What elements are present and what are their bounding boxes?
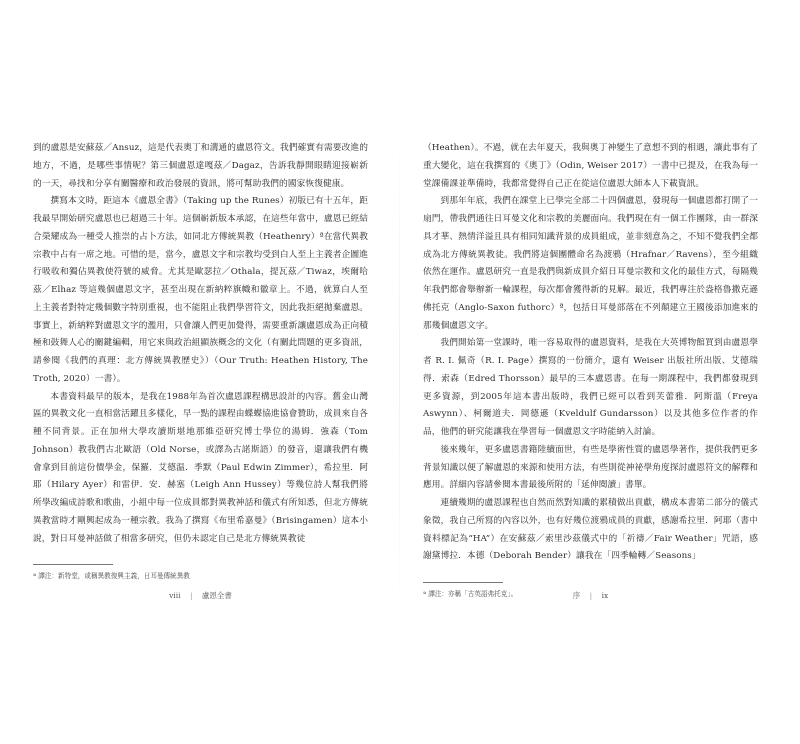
right-paragraph-4: 後來幾年，更多盧恩書籍陸續面世，有些是學術性質的盧恩學著作，提供我們更多背景知識以便了解盧恩的來源和使用方法，有些則從神祕學角度探討盧恩符文的解釋和應用。詳細內容請參閱本書最後所附的「延伸閱讀」書單。 — [423, 444, 758, 491]
folio-separator: | — [189, 591, 193, 600]
right-paragraph-2: 到那年年底，我們在課堂上已學完全部二十四個盧恩，發現每一個盧恩都打開了一扇門，帶我們通往日耳曼文化和宗教的美麗面向。我們現在有一個工作團隊，由一群深具才華、熱情洋溢且具有相同知識背景的成員組成，並非刻意為之，不知不覺我們全都成為北方傳統異教徒。我們將這個團體命名為渡鴉（Hrafnar／Ravens），至今組織依然在運作。盧恩研究一直是我們與新成員介紹日耳曼宗教和文化的最佳方式，每隔幾年我們都會舉辦新一輪課程，每次都會獲得新的見解。最近，我們專注於盎格魯撒克遜佛托克（Anglo-Saxon futhorc）ª，包括日耳曼部落在不列顛建立王國後添加進來的那幾個盧恩文字。 — [423, 196, 758, 331]
page-number: ix — [601, 591, 609, 600]
running-title: 序 — [572, 591, 581, 600]
left-paragraph-2: 撰寫本文時，距這本《盧恩全書》（Taking up the Runes）初版已有十五年，距我最早開始研究盧恩也已超過三十年。這個嶄新版本承認，在這些年當中，盧恩已經結合榮耀成為一種受人推崇的占卜方法，如同北方傳統異教（Heathenry）ª在當代異教宗教中占有一席之地。可惜的是，當今，盧恩文字和宗教均受到白人至上主義者企圖進行吸收和獨佔異教使符號的威脅。尤其是歐瑟拉／Othala，提瓦茲／Tiwaz，埃爾哈茲／Elhaz 等這幾個盧恩文字，甚至出現在新納粹旗幟和徽章上。不過，就算白人至上主義者對特定幾個數字特別重視，也不能阻止我們學習符文，因此我拒絕拋棄盧恩。事實上，新納粹對盧恩文字的濫用，只會讓人們更加覺得，需要重新讓盧恩成為正向積極和鼓舞人心的關鍵編輯，用它來與政治組顯族概念的文化（有關此問題的更多資訊，請參閱《我們的真理：北方傳統異教歷史》）（Our Truth: Heathen History, The Troth, 2020）一書）。 — [33, 196, 368, 384]
right-paragraph-5: 連續幾期的盧恩課程也自然而然對知識的累積做出貢獻，構成本書第二部分的儀式象徵，我自己所寫的內容以外，也有好幾位渡鴉成員的貢獻，感謝希拉里．阿耶（書中資料標記為“HA”）在安蘇茲／索里沙茲儀式中的「祈禱／Fair Weather」咒語，感謝黛博拉．本德（Deborah Bender）讓我在「四季輪轉／Seasons」 — [423, 498, 758, 562]
page-number: viii — [169, 591, 181, 600]
folio-separator: | — [589, 591, 593, 600]
right-paragraph-3: 我們開始第一堂課時，唯一容易取得的盧恩資料，是我在大英博物館買到由盧恩學者 R. I. 佩奇（R. I. Page）撰寫的一份簡介，還有 Weiser 出版社所出版、艾德瑞得．索森（Edred Thorsson）最早的三本盧恩書。在每一期課程中，我們都發現到更多資源，到2005年這本書出版時，我們已經可以看到芙蕾雅．阿斯溫（Freya Aswynn）、柯爾道夫．岡德遜（Kveldulf Gundarsson）以及其他多位作者的作品，他們的研究能讓我在學習每一個盧恩文字時能納入討論。 — [423, 338, 758, 437]
right-footnote: ª 譯注：亦稱「古英語弗托克」。 — [423, 590, 518, 598]
footnote-rule — [423, 582, 503, 583]
gutter-shadow — [399, 120, 400, 620]
footnote-rule — [33, 564, 113, 565]
right-page-footer — [423, 590, 758, 601]
right-paragraph-1: （Heathen）。不過，就在去年夏天，我與奧丁神變生了意想不到的相遇，讓此事有了重大變化，這在我撰寫的《奧丁》（Odin, Weiser 2017）一書中已提及，在我為每一堂課備課並準備時，我都常覺得自己正在從這位盧恩大師本人下載資訊。 — [423, 143, 758, 189]
running-title: 盧恩全書 — [201, 591, 232, 600]
left-page-body — [33, 140, 368, 548]
left-paragraph-1: 到的盧恩是安蘇茲／Ansuz，這是代表奧丁和溝通的盧恩符文。我們確實有需要改進的地方，不過，是哪些事情呢？第三個盧恩達嘎茲／Dagaz，告訴我靜開眼睛迎接嶄新的一天，尋找和分享有關醫療和政治發展的資訊，將可幫助我們的國家恢復健康。 — [33, 143, 368, 189]
left-page — [33, 140, 368, 581]
right-page — [423, 140, 758, 599]
left-page-footer — [33, 590, 368, 601]
right-page-body — [423, 140, 758, 566]
left-paragraph-3: 本書資料最早的版本，是我在1988年為首次盧恩課程構思設計的內容。舊金山灣區的異教文化一直相當活躍且多樣化，早一點的課程由蝶蝶協進協會贊助，成員來自各種不同背景。正在加州大學攻讀斯堪地那維亞研究博士學位的湯姆．強森（Tom Johnson）教我們古北歐語（Old Norse，或譯為古諾斯語）的發音，還讓我們有機會拿到目前這份價學金，保羅．艾德温．季默（Paul Edwin Zimmer），希拉里．阿耶（Hilary Ayer）和雷伊．安．赫塞（Leigh Ann Hussey）等幾位詩人幫我們將所學改編成詩歌和歌曲，小組中每一位成員都對異教神話和儀式有所知悉，但北方傳統異教當時才剛興起成為一種宗教。我為了撰寫《布里希嘉曼》（Brisingamen）這本小說，對日耳曼神話做了相當多研究，但仍未認定自己是北方傳統異教徒 — [33, 391, 368, 544]
left-footnote: ª 譯注：新特堂，或稱異教復興主義，日耳曼傳統異教 — [33, 572, 190, 581]
